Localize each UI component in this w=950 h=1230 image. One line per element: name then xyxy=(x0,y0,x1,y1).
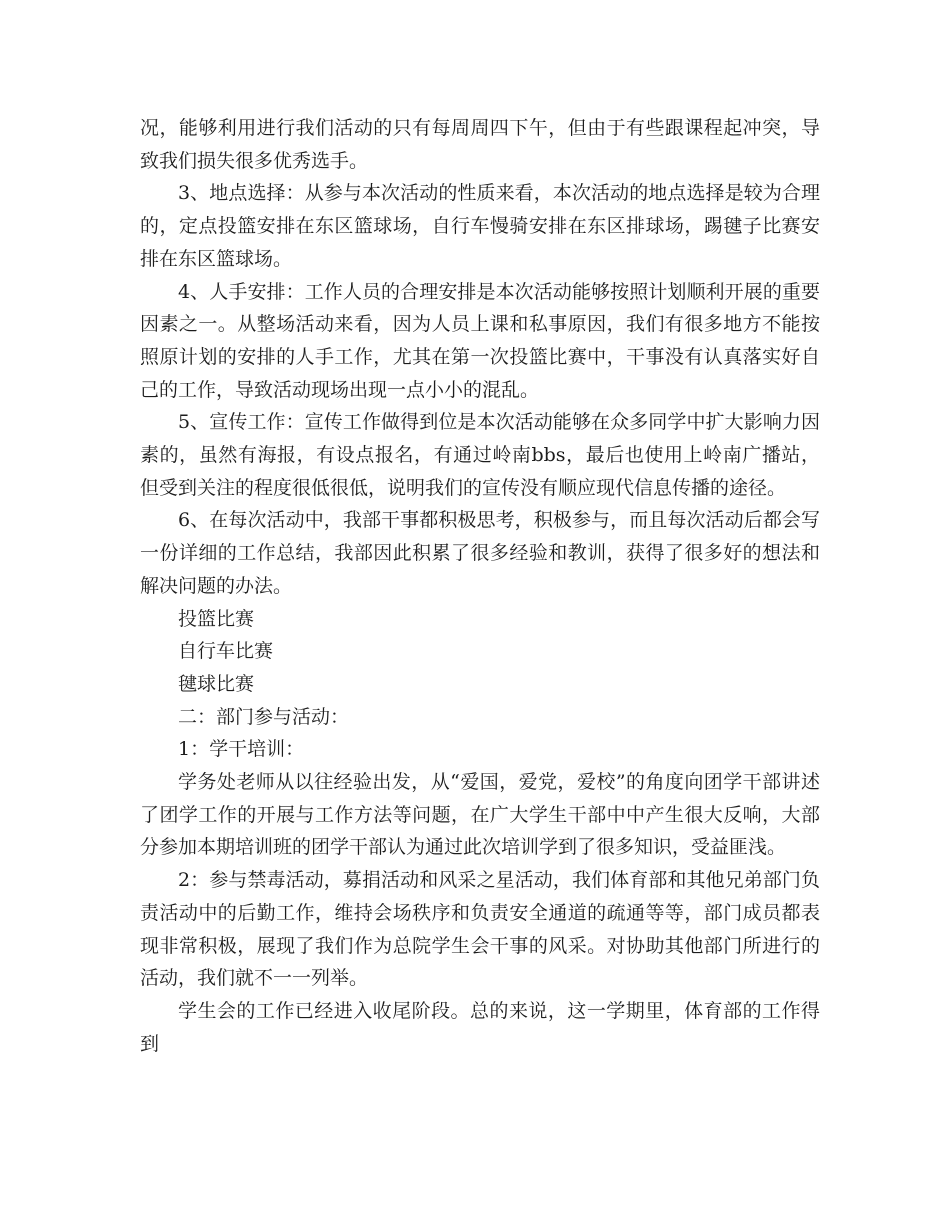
list-item-shuttlecock: 毽球比赛 xyxy=(178,672,255,695)
paragraph-reflection: 6、在每次活动中，我部干事都积极思考，积极参与，而且每次活动后都会写一份详细的工作总结，我部因此积累了很多经验和教训，获得了很多好的想法和解决问题的办法。 xyxy=(140,509,820,597)
document-body xyxy=(140,112,820,1060)
section-heading-departments: 二：部门参与活动： xyxy=(178,705,350,728)
paragraph-continuation: 况，能够利用进行我们活动的只有每周周四下午，但由于有些跟课程起冲突，导致我们损失很多优秀选手。 xyxy=(140,117,820,172)
paragraph-summary: 学生会的工作已经进入收尾阶段。总的来说，这一学期里，体育部的工作得到 xyxy=(140,999,820,1055)
paragraph-staffing: 4、人手安排：工作人员的合理安排是本次活动能够按照计划顺利开展的重要因素之一。从整场活动来看，因为人员上课和私事原因，我们有很多地方不能按照原计划的安排的人手工作，尤其在第一次投篮比赛中，干事没有认真落实好自己的工作，导致活动现场出现一点小小的混乱。 xyxy=(140,280,820,401)
subheading-training: 1：学干培训： xyxy=(178,738,305,761)
paragraph-training: 学务处老师从以往经验出发，从“爱国，爱党，爱校”的角度向团学干部讲述了团学工作的开展与工作方法等问题，在广大学生干部中中产生很大反响，大部分参加本期培训班的团学干部认为通过此次培训学到了很多知识，受益匪浅。 xyxy=(140,771,820,859)
list-item-basketball: 投篮比赛 xyxy=(178,607,255,630)
paragraph-activities: 2：参与禁毒活动，募捐活动和风采之星活动，我们体育部和其他兄弟部门负责活动中的后勤工作，维持会场秩序和负责安全通道的疏通等等，部门成员都表现非常积极，展现了我们作为总院学生会干事的风采。对协助其他部门所进行的活动，我们就不一一列举。 xyxy=(140,869,820,990)
list-item-bicycle: 自行车比赛 xyxy=(178,640,274,663)
paragraph-location: 3、地点选择：从参与本次活动的性质来看，本次活动的地点选择是较为合理的，定点投篮安排在东区篮球场，自行车慢骑安排在东区排球场，踢毽子比赛安排在东区篮球场。 xyxy=(140,182,820,270)
paragraph-publicity: 5、宣传工作：宣传工作做得到位是本次活动能够在众多同学中扩大影响力因素的，虽然有海报，有设点报名，有通过岭南bbs，最后也使用上岭南广播站，但受到关注的程度很低很低，说明我们的宣传没有顺应现代信息传播的途径。 xyxy=(140,411,820,499)
